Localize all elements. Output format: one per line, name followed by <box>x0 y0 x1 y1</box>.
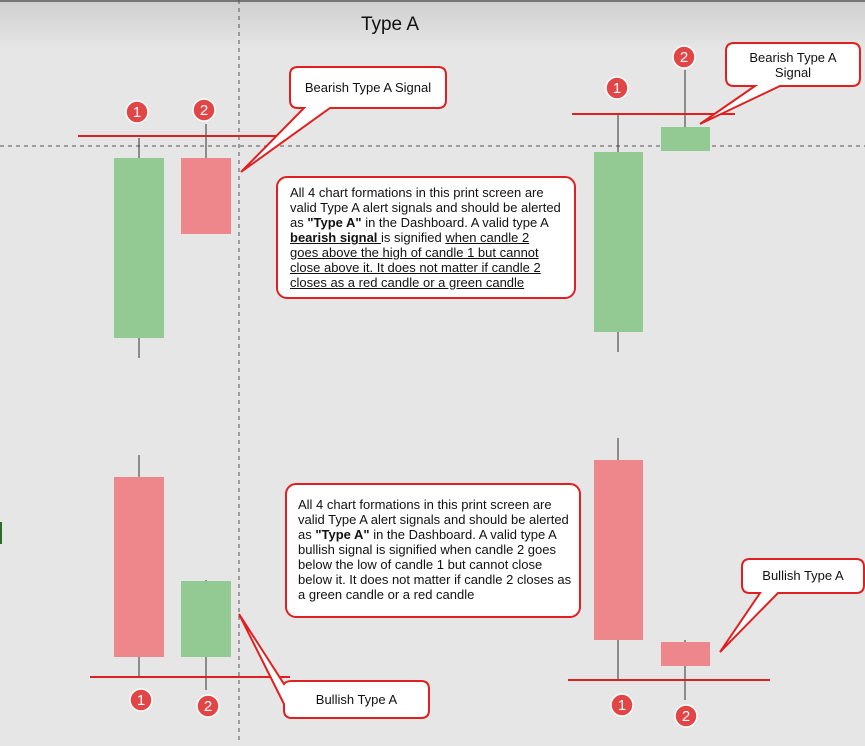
red-candle-2-top-left <box>181 158 231 234</box>
bullish-note-line-3-pre: as <box>298 527 316 542</box>
bullish-note-line-2: valid Type A alert signals and should be alerted <box>298 512 569 527</box>
bearish-note-line-2: valid Type A alert signals and should be alerted <box>290 200 561 215</box>
left-edge-accent <box>0 522 2 544</box>
green-candle-1-top-right <box>594 152 643 332</box>
green-candle-2-bottom-left <box>181 581 231 657</box>
callout-bearish-right-line2: Signal <box>774 65 812 80</box>
callout-bullish-left-label: Bullish Type A <box>315 692 398 707</box>
bearish-note-line-4-plain: is signified <box>381 230 446 245</box>
bearish-note-line-4-underlined: when candle 2 <box>445 230 530 245</box>
red-candle-2-bottom-right <box>661 642 710 666</box>
marker-1-bottom-left-label: 1 <box>136 692 146 709</box>
bearish-note-line-7: closes as a red candle or a green candle <box>290 275 525 290</box>
red-candle-1-bottom-left <box>114 477 164 657</box>
bullish-note-line-3 <box>298 527 578 542</box>
bullish-note-line-7: a green candle or a red candle <box>298 587 475 602</box>
green-candle-1-top-left <box>114 158 164 338</box>
bearish-note-text <box>290 185 572 290</box>
bearish-note-line-3-post: in the Dashboard. A valid type A <box>361 215 549 230</box>
callout-bearish-right-label <box>728 50 858 80</box>
bullish-note-line-1: All 4 chart formations in this print screen are <box>298 497 552 512</box>
bearish-note-line-3 <box>290 215 572 230</box>
bullish-note-line-6: below it. It does not matter if candle 2 closes as <box>298 572 572 587</box>
bearish-note-type-a-bold: "Type A" <box>307 215 362 230</box>
bullish-note-type-a-bold: "Type A" <box>315 527 370 542</box>
marker-1-top-right-label: 1 <box>612 80 622 97</box>
bearish-note-line-6: close above it. It does not matter if candle 2 <box>290 260 541 275</box>
callout-bearish-right-line1: Bearish Type A <box>749 50 837 65</box>
bearish-note-line-4 <box>290 230 572 245</box>
bearish-note-line-3-pre: as <box>290 215 308 230</box>
marker-2-bottom-left-label: 2 <box>203 698 213 715</box>
bullish-note-line-3-post: in the Dashboard. A valid type A <box>369 527 557 542</box>
bearish-signal-bold: bearish signal <box>290 230 382 245</box>
bullish-note-line-4: bullish signal is signified when candle 2 goes <box>298 542 556 557</box>
red-candle-1-bottom-right <box>594 460 643 640</box>
callout-bullish-right-label: Bullish Type A <box>762 568 844 583</box>
page-title: Type A <box>360 14 420 35</box>
marker-2-bottom-right-label: 2 <box>681 708 691 725</box>
bearish-note-line-5: goes above the high of candle 1 but cannot <box>290 245 539 260</box>
callout-bearish-left-label: Bearish Type A Signal <box>304 80 432 95</box>
bullish-note-text <box>298 497 578 602</box>
marker-1-top-left-label: 1 <box>132 104 142 121</box>
bullish-note-line-5: below the low of candle 1 but cannot close <box>298 557 543 572</box>
marker-2-top-left-label: 2 <box>199 102 209 119</box>
green-candle-2-top-right <box>661 127 710 151</box>
marker-1-bottom-right-label: 1 <box>617 697 627 714</box>
bearish-note-line-1: All 4 chart formations in this print screen are <box>290 185 544 200</box>
marker-2-top-right-label: 2 <box>679 49 689 66</box>
